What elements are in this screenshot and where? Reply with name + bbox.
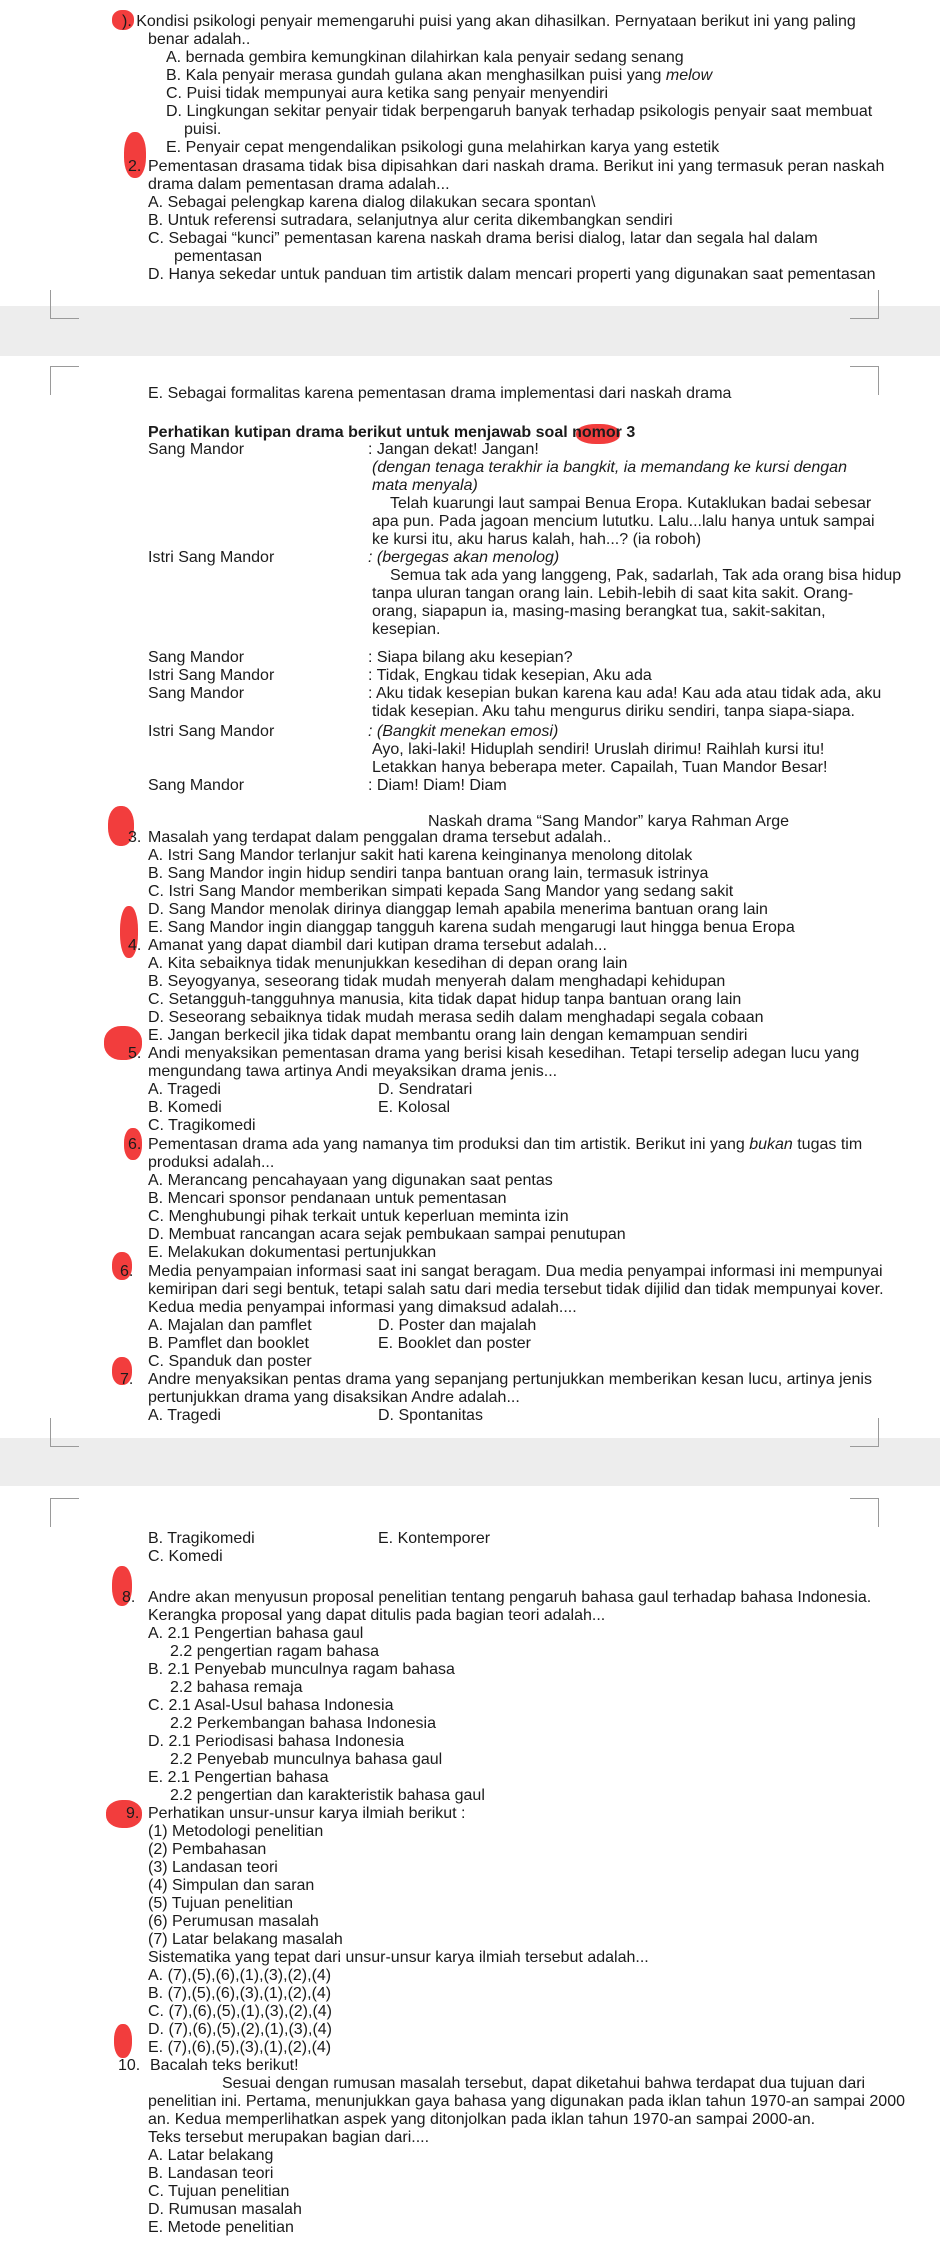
option-a: A. Istri Sang Mandor terlanjur sakit hati karena keinginanya menolong ditolak [148,847,693,864]
list-item: (1) Metodologi penelitian [148,1823,324,1840]
speaker: Istri Sang Mandor [148,549,275,566]
option-line: 2.2 Penyebab munculnya bahasa gaul [170,1751,443,1768]
option-c: C. Setangguh-tangguhnya manusia, kita tidak dapat hidup tanpa bantuan orang lain [148,991,742,1008]
option-e: E. Penyair cepat mengendalikan psikologi guna melahirkan karya yang estetik [166,139,720,156]
option-e: E. Sebagai formalitas karena pementasan drama implementasi dari naskah drama [148,385,732,402]
option-a: A. Majalan dan pamflet [148,1317,312,1334]
stem-italic: bukan [749,1136,793,1153]
option-d: D. Rumusan masalah [148,2201,302,2218]
crop-mark [50,366,79,395]
option-c: C. Komedi [148,1548,223,1565]
option-c: C. Tragikomedi [148,1117,256,1134]
option-b: B. Seyogyanya, seseorang tidak mudah menyerah dalam menghadapi kehidupan [148,973,726,990]
option-e: E. Kolosal [378,1099,451,1116]
speaker: Sang Mandor [148,441,245,458]
stage-direction: (dengan tenaga terakhir ia bangkit, ia memandang ke kursi dengan [372,459,847,476]
option-line: 2.2 Perkembangan bahasa Indonesia [170,1715,436,1732]
page-gap-1 [0,306,940,356]
option-line: B. 2.1 Penyebab munculnya ragam bahasa [148,1661,455,1678]
crop-mark [50,1498,79,1527]
instruction: Perhatikan kutipan drama berikut untuk menjawab soal nomor 3 [148,424,636,441]
option-line: E. 2.1 Pengertian bahasa [148,1769,329,1786]
option-e: E. Metode penelitian [148,2219,294,2236]
option-a: A. Latar belakang [148,2147,274,2164]
option-d: D. Hanya sekedar untuk panduan tim artistik dalam mencari properti yang digunakan saat pementasan [148,266,876,283]
dialogue-line: : Jangan dekat! Jangan! [368,441,539,458]
question-stem: pertunjukkan drama yang disaksikan Andre adalah... [148,1389,520,1406]
dialogue-line: : Tidak, Engkau tidak kesepian, Aku ada [368,667,652,684]
option-b: B. Untuk referensi sutradara, selanjutnya alur cerita dikembangkan sendiri [148,212,673,229]
question-stem: Andi menyaksikan pementasan drama yang berisi kisah kesedihan. Tetapi terselip adegan lucu yang [148,1045,860,1062]
option-b [166,67,712,85]
option-line: 2.2 bahasa remaja [170,1679,303,1696]
question-stem: Pementasan drasama tidak bisa dipisahkan dari naskah drama. Berikut ini yang termasuk peran naskah [148,158,885,175]
option-d: D. Seseorang sebaiknya tidak mudah merasa sedih dalam menghadapi segala cobaan [148,1009,764,1026]
question-stem: Amanat yang dapat diambil dari kutipan drama tersebut adalah... [148,937,607,954]
option-b: B. (7),(5),(6),(3),(1),(2),(4) [148,1985,332,2002]
option-d: puisi. [184,121,222,138]
question-prompt: Teks tersebut merupakan bagian dari.... [148,2129,430,2146]
question-stem: Andre menyaksikan pentas drama yang sepanjang pertunjukkan memberikan kesan lucu, artinya jenis [148,1371,872,1388]
dialogue-line: apa pun. Pada jagoan mencium lututku. Lalu...lalu hanya untuk sampai [372,513,875,530]
speaker: Sang Mandor [148,649,245,666]
option-c: C. Menghubungi pihak terkait untuk keperluan meminta izin [148,1208,569,1225]
question-number: 6. [128,1136,142,1153]
stem-text: tugas tim [792,1136,863,1153]
option-a: A. (7),(5),(6),(1),(3),(2),(4) [148,1967,332,1984]
option-line: 2.2 pengertian ragam bahasa [170,1643,380,1660]
question-stem: Andre akan menyusun proposal penelitian tentang pengaruh bahasa gaul terhadap bahasa Indonesia. [148,1589,872,1606]
option-a: A. Tragedi [148,1407,221,1424]
option-d: D. Poster dan majalah [378,1317,537,1334]
list-item: (7) Latar belakang masalah [148,1931,343,1948]
speaker: Sang Mandor [148,685,245,702]
dialogue-line: Telah kuarungi laut sampai Benua Eropa. Kutaklukan badai sebesar [390,495,872,512]
dialogue-line: : Siapa bilang aku kesepian? [368,649,573,666]
question-stem: mengundang tawa artinya Andi meyaksikan drama jenis... [148,1063,558,1080]
option-c: C. (7),(6),(5),(1),(3),(2),(4) [148,2003,332,2020]
option-italic: melow [665,67,713,84]
dialogue-line: kesepian. [372,621,441,638]
crop-mark [850,290,879,319]
option-c: C. Sebagai “kunci” pementasan karena naskah drama berisi dialog, latar dan segala hal dalam [148,230,818,247]
crop-mark [850,366,879,395]
dialogue-line: Letakkan hanya beberapa meter. Capailah, Tuan Mandor Besar! [372,759,828,776]
option-a: A. Kita sebaiknya tidak menunjukkan kesedihan di depan orang lain [148,955,628,972]
option-c: C. Istri Sang Mandor memberikan simpati kepada Sang Mandor yang sedang sakit [148,883,734,900]
dialogue-line: : Aku tidak kesepian bukan karena kau ada! Kau ada atau tidak ada, aku [368,685,882,702]
option-e: E. Melakukan dokumentasi pertunjukkan [148,1244,437,1261]
option-b: B. Sang Mandor ingin hidup sendiri tanpa bantuan orang lain, termasuk istrinya [148,865,709,882]
passage-text: Sesuai dengan rumusan masalah tersebut, dapat diketahui bahwa terdapat dua tujuan dari [222,2075,866,2092]
option-line: A. 2.1 Pengertian bahasa gaul [148,1625,364,1642]
option-b: B. Tragikomedi [148,1530,255,1547]
option-line: D. 2.1 Periodisasi bahasa Indonesia [148,1733,405,1750]
red-highlighter-mark [114,2024,132,2058]
question-number: 3. [128,829,142,846]
question-stem: produksi adalah... [148,1154,275,1171]
question-stem [148,1136,862,1154]
stage-direction: mata menyala) [372,477,478,494]
source-caption: Naskah drama “Sang Mandor” karya Rahman Arge [428,813,790,830]
question-stem: kemiripan dari segi bentuk, tetapi salah satu dari media tersebut tidak dijilid dan tidak mempunyai kover. [148,1281,884,1298]
page-gap-2 [0,1438,940,1486]
question-number: 9. [126,1805,140,1822]
question-stem: drama dalam pementasan drama adalah... [148,176,450,193]
option-line: 2.2 pengertian dan karakteristik bahasa gaul [170,1787,485,1804]
speaker: Sang Mandor [148,777,245,794]
passage-text: penelitian ini. Pertama, menunjukkan gaya bahasa yang digunakan pada iklan tahun 1970-an sampai 2000 [148,2093,905,2110]
option-c: C. Spanduk dan poster [148,1353,312,1370]
option-d: D. Sendratari [378,1081,473,1098]
question-number: 8. [122,1589,136,1606]
question-number: 4. [128,937,142,954]
dialogue-line: tanpa uluran tangan orang lain. Lebih-lebih di saat kita sakit. Orang- [372,585,854,602]
question-stem: Media penyampaian informasi saat ini sangat beragam. Dua media penyampai informasi ini mempunyai [148,1263,883,1280]
list-item: (3) Landasan teori [148,1859,278,1876]
question-number: 2. [128,158,142,175]
passage-text: an. Kedua memperlihatkan aspek yang ditonjolkan pada iklan tahun 1970-an sampai 2000-an. [148,2111,816,2128]
option-line: C. 2.1 Asal-Usul bahasa Indonesia [148,1697,394,1714]
dialogue-line: Semua tak ada yang langgeng, Pak, sadarlah, Tak ada orang bisa hidup [390,567,902,584]
option-b: B. Landasan teori [148,2165,274,2182]
option-e: E. Kontemporer [378,1530,491,1547]
question-number: 6. [120,1263,134,1280]
option-e: E. (7),(6),(5),(3),(1),(2),(4) [148,2039,332,2056]
question-stem: Kedua media penyampai informasi yang dimaksud adalah.... [148,1299,577,1316]
crop-mark [50,290,79,319]
question-stem: Kerangka proposal yang dapat ditulis pada bagian teori adalah... [148,1607,606,1624]
question-number: 5. [128,1045,142,1062]
question-stem: Perhatikan unsur-unsur karya ilmiah berikut : [148,1805,466,1822]
dialogue-line: orang, siapapun ia, masing-masing berangkat tua, sakit-sakitan, [372,603,826,620]
option-e: E. Sang Mandor ingin dianggap tangguh karena sudah mengarugi laut hingga benua Eropa [148,919,795,936]
list-item: (2) Pembahasan [148,1841,267,1858]
option-a: A. bernada gembira kemungkinan dilahirkan kala penyair sedang senang [166,49,684,66]
dialogue-line: tidak kesepian. Aku tahu mengurus diriku sendiri, tanpa siapa-siapa. [372,703,855,720]
question-prompt: Sistematika yang tepat dari unsur-unsur karya ilmiah tersebut adalah... [148,1949,649,1966]
option-e: E. Booklet dan poster [378,1335,531,1352]
option-a: A. Sebagai pelengkap karena dialog dilakukan secara spontan\ [148,194,596,211]
option-d: D. Sang Mandor menolak dirinya dianggap lemah apabila menerima bantuan orang lain [148,901,768,918]
stage-direction: : (bergegas akan menolog) [368,549,560,566]
crop-mark [850,1418,879,1447]
speaker: Istri Sang Mandor [148,667,275,684]
option-b: B. Mencari sponsor pendanaan untuk pementasan [148,1190,507,1207]
option-b: B. Pamflet dan booklet [148,1335,309,1352]
speaker: Istri Sang Mandor [148,723,275,740]
option-a: A. Tragedi [148,1081,221,1098]
stage-direction: : (Bangkit menekan emosi) [368,723,559,740]
option-text: B. Kala penyair merasa gundah gulana akan menghasilkan puisi yang [166,67,666,84]
option-c: pementasan [174,248,263,265]
option-a: A. Merancang pencahayaan yang digunakan saat pentas [148,1172,553,1189]
question-number: 10. [118,2057,141,2074]
question-stem: Masalah yang terdapat dalam penggalan drama tersebut adalah.. [148,829,612,846]
list-item: (6) Perumusan masalah [148,1913,319,1930]
question-stem: ). Kondisi psikologi penyair memengaruhi puisi yang akan dihasilkan. Pernyataan berikut ini yang paling [122,13,856,30]
option-b: B. Komedi [148,1099,222,1116]
crop-mark [50,1418,79,1447]
stem-text: Pementasan drama ada yang namanya tim produksi dan tim artistik. Berikut ini yang [148,1136,750,1153]
option-c: C. Puisi tidak mempunyai aura ketika sang penyair menyendiri [166,85,608,102]
option-c: C. Tujuan penelitian [148,2183,290,2200]
question-number: 7. [120,1371,134,1388]
question-stem: Bacalah teks berikut! [150,2057,299,2074]
crop-mark [850,1498,879,1527]
list-item: (5) Tujuan penelitian [148,1895,293,1912]
question-stem: benar adalah.. [148,31,251,48]
option-e: E. Jangan berkecil jika tidak dapat membantu orang lain dengan kemampuan sendiri [148,1027,748,1044]
dialogue-line: ke kursi itu, aku harus kalah, hah...? (ia roboh) [372,531,702,548]
option-d: D. Lingkungan sekitar penyair tidak berpengaruh banyak terhadap psikologis penyair saat membuat [166,103,873,120]
dialogue-line: Ayo, laki-laki! Hiduplah sendiri! Uruslah dirimu! Raihlah kursi itu! [372,741,825,758]
dialogue-line: : Diam! Diam! Diam [368,777,507,794]
option-d: D. Membuat rancangan acara sejak pembukaan sampai penutupan [148,1226,626,1243]
list-item: (4) Simpulan dan saran [148,1877,315,1894]
option-d: D. (7),(6),(5),(2),(1),(3),(4) [148,2021,332,2038]
option-d: D. Spontanitas [378,1407,483,1424]
